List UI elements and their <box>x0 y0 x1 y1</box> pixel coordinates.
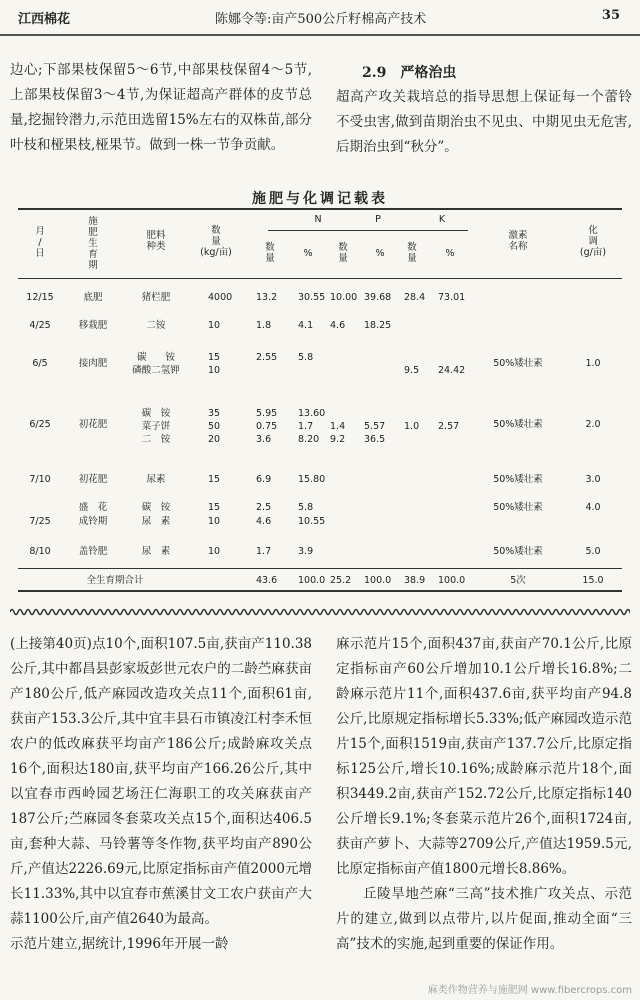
row-regulator: 2.0 <box>585 419 601 430</box>
header-n-pct: % <box>303 248 313 259</box>
row-fert-type: 磷酸二氢钾 <box>132 365 180 377</box>
row-fert-type: 尿 素 <box>141 516 171 527</box>
row-n-pct: 15.80 <box>298 474 326 485</box>
header-stage: 施 <box>88 216 98 227</box>
header-k: K <box>438 214 446 225</box>
row-stage: 移栽肥 <box>78 320 108 331</box>
row-fert-type: 碳 铵 <box>136 352 175 363</box>
row-fert-type: 尿素 <box>146 474 166 485</box>
bottom-left-last-line: 示范片建立,据统计,1996年开展一龄 <box>10 936 229 952</box>
row-regulator: 5.0 <box>585 546 601 557</box>
header-qty: (kg/亩) <box>200 247 232 258</box>
total-n-pct: 100.0 <box>298 575 326 586</box>
header-k-pct: % <box>445 248 455 259</box>
row-hormone: 50%矮壮素 <box>493 502 543 513</box>
header-k-qty: 数 <box>407 242 417 253</box>
row-p-pct: 36.5 <box>364 434 386 446</box>
header-date: 日 <box>35 248 45 259</box>
header-regulator: 化 <box>588 225 598 236</box>
row-hormone: 50%矮壮素 <box>493 546 543 557</box>
row-k-qty: 1.0 <box>404 421 420 433</box>
total-hormone: 5次 <box>510 575 526 586</box>
row-fert-type: 菜子饼 <box>141 421 171 433</box>
row-n-qty: 0.75 <box>256 421 278 433</box>
row-n-qty: 6.9 <box>256 474 272 485</box>
fertilizer-table <box>18 208 622 592</box>
row-fert-type: 二 铵 <box>141 434 171 446</box>
row-date: 12/15 <box>26 292 54 303</box>
row-k-qty: 9.5 <box>404 365 420 377</box>
total-k-pct: 100.0 <box>438 575 466 586</box>
row-n-pct: 3.9 <box>298 546 314 557</box>
row-qty: 10 <box>208 546 221 557</box>
article-title: 陈娜令等:亩产500公斤籽棉高产技术 <box>215 12 427 27</box>
row-date: 4/25 <box>29 320 51 331</box>
row-n-qty: 13.2 <box>256 292 278 303</box>
row-p-qty: 10.00 <box>330 292 358 303</box>
header-regulator: 调 <box>588 236 598 247</box>
header-stage: 肥 <box>88 227 98 238</box>
row-date: 7/10 <box>29 474 51 485</box>
table-bottom-rule <box>18 590 622 592</box>
bottom-right-paragraph: 麻示范片15个,面积437亩,获亩产70.1公斤,比原定指标亩产60公斤增加10.1公斤增长16.8%;二龄麻示范片11个,面积437.6亩,获平均亩产94.8公斤,比原规定指标增长5.33%;低产麻园改造示范片15个,面积1519亩,获亩产137.7公斤,比原定指标125公斤,增长10.16%;成龄麻示范片18个,面积3449.2亩,获亩产152.72公斤,比原定指标140公斤增长9.1%;冬套菜示范片26个,面积1724亩,获亩产萝卜、大蒜等2709公斤,产值达1959.5元,比原定指标亩产值1800元增长8.86%。 <box>336 636 632 877</box>
table-title: 施肥与化调记载表 <box>252 191 388 207</box>
header-regulator: (g/亩) <box>579 247 607 258</box>
row-n-pct: 4.1 <box>298 320 314 331</box>
row-n-pct: 30.55 <box>298 292 326 303</box>
header-n-qty: 量 <box>265 253 275 264</box>
row-qty: 10 <box>208 320 221 331</box>
row-qty: 4000 <box>208 292 233 303</box>
running-header <box>0 0 640 36</box>
table-header-rule <box>18 278 622 279</box>
header-fert-type: 肥料 <box>146 230 166 241</box>
row-stage: 成铃期 <box>78 516 108 527</box>
header-stage: 生 <box>88 238 98 249</box>
row-qty: 35 <box>208 408 221 419</box>
header-p-qty: 数 <box>338 242 348 253</box>
row-n-pct: 13.60 <box>298 408 326 419</box>
section-body: 超高产攻关栽培总的指导思想上保证每一个蕾铃不受虫害,做到苗期治虫不见虫、中期见虫无危害,后期治虫到“秋分”。 <box>336 89 632 155</box>
row-qty: 15 <box>208 502 221 513</box>
row-k-pct: 24.42 <box>438 365 466 377</box>
row-k-pct: 73.01 <box>438 292 466 303</box>
row-n-pct: 8.20 <box>298 434 320 446</box>
top-left-paragraph: 边心;下部果枝保留5～6节,中部果枝保留4～5节,上部果枝保留3～4节,为保证超高产群体的皮节总量,挖掘铃潜力,示范田选留15%左右的双株苗,部分叶枝和桠果枝,桠果节。做到一株一节争贡献。 <box>10 62 312 153</box>
total-regulator: 15.0 <box>582 575 604 586</box>
header-p-pct: % <box>375 248 385 259</box>
header-p-qty: 量 <box>338 253 348 264</box>
page-number: 35 <box>601 8 620 23</box>
row-stage: 接肉肥 <box>78 357 108 369</box>
header-hormone: 激素 <box>508 230 528 241</box>
row-n-pct: 1.7 <box>298 421 314 433</box>
row-date: 7/25 <box>29 516 51 527</box>
row-fert-type: 二铵 <box>146 320 166 331</box>
header-qty: 数 <box>211 225 221 236</box>
header-fert-type: 种类 <box>146 241 166 252</box>
header-date: 月 <box>35 226 45 237</box>
row-n-pct: 5.8 <box>298 352 314 363</box>
total-label: 全生育期合计 <box>86 575 144 586</box>
row-qty: 10 <box>208 516 221 527</box>
header-stage: 育 <box>88 249 98 260</box>
total-p-qty: 25.2 <box>330 575 352 586</box>
row-p-pct: 5.57 <box>364 421 386 433</box>
header-n-qty: 数 <box>265 242 275 253</box>
header-qty: 量 <box>211 236 221 247</box>
row-k-qty: 28.4 <box>404 292 426 303</box>
row-regulator: 4.0 <box>585 502 601 513</box>
table-top-rule <box>18 208 622 210</box>
header-p: P <box>375 214 381 225</box>
header-n: N <box>314 214 322 225</box>
section-title: 2.9 严格治虫 <box>362 65 457 81</box>
wavy-separator <box>10 606 630 618</box>
row-qty: 20 <box>208 434 221 446</box>
row-stage: 盖铃肥 <box>78 546 108 557</box>
row-hormone: 50%矮壮素 <box>493 357 543 369</box>
npk-subheader-rule <box>268 230 468 231</box>
row-date: 6/25 <box>29 419 51 430</box>
row-n-qty: 5.95 <box>256 408 278 419</box>
row-qty: 15 <box>208 474 221 485</box>
row-date: 8/10 <box>29 546 51 557</box>
table-total-rule <box>18 568 622 569</box>
header-stage: 期 <box>88 260 98 271</box>
row-p-pct: 39.68 <box>364 292 392 303</box>
total-p-pct: 100.0 <box>364 575 392 586</box>
row-qty: 10 <box>208 365 221 377</box>
header-date: / <box>38 237 42 248</box>
row-p-pct: 18.25 <box>364 320 392 331</box>
row-n-qty: 1.8 <box>256 320 272 331</box>
row-p-qty: 4.6 <box>330 320 346 331</box>
row-stage: 底肥 <box>83 292 103 303</box>
row-qty: 15 <box>208 352 221 363</box>
site-watermark: 麻类作物营养与施肥网 www.fibercrops.com <box>427 985 632 996</box>
row-n-pct: 10.55 <box>298 516 326 527</box>
header-hormone: 名称 <box>508 241 528 252</box>
row-hormone: 50%矮壮素 <box>493 419 543 430</box>
total-k-qty: 38.9 <box>404 575 426 586</box>
row-date: 6/5 <box>32 357 48 369</box>
header-k-qty: 量 <box>407 253 417 264</box>
total-n-qty: 43.6 <box>256 575 278 586</box>
row-hormone: 50%矮壮素 <box>493 474 543 485</box>
row-fert-type: 碳 铵 <box>141 408 171 419</box>
row-n-qty: 1.7 <box>256 546 272 557</box>
row-n-qty: 3.6 <box>256 434 272 446</box>
row-stage: 盛 花 <box>78 502 108 513</box>
row-n-pct: 5.8 <box>298 502 314 513</box>
row-stage: 初花肥 <box>78 419 108 430</box>
row-qty: 50 <box>208 421 221 433</box>
row-fert-type: 猪栏肥 <box>141 292 171 303</box>
row-regulator: 3.0 <box>585 474 601 485</box>
row-fert-type: 碳 铵 <box>141 502 171 513</box>
header-rule <box>0 34 640 36</box>
row-fert-type: 尿 素 <box>141 546 171 557</box>
row-stage: 初花肥 <box>78 474 108 485</box>
row-n-qty: 2.55 <box>256 352 278 363</box>
row-n-qty: 2.5 <box>256 502 272 513</box>
bottom-right-paragraph-2: 丘陵旱地苎麻“三高”技术推广攻关点、示范片的建立,做到以点带片,以片促面,推动全面“三高”技术的实施,起到重要的保证作用。 <box>336 886 632 952</box>
journal-name: 江西棉花 <box>18 12 71 27</box>
row-n-qty: 4.6 <box>256 516 272 527</box>
bottom-left-paragraph: (上接第40页)点10个,面积107.5亩,获亩产110.38公斤,其中都昌县彭家坂彭世元农户的二龄苎麻获亩产180公斤,低产麻园改造攻关点11个,面积61亩,获亩产153.3公斤,其中宜丰县石市镇凌江村李禾恒农户的低改麻获平均亩产186公斤;成龄麻攻关点16个,面积达180亩,获平均亩产166.26公斤,其中以宜春市西岭园艺场汪仁海职工的攻关麻获亩产187公斤;苎麻园冬套菜攻关点15个,面积达406.5亩,套种大蒜、马铃薯等冬作物,获平均亩产890公斤,产值达2226.69元,比原定指标亩产值2000元增长11.33%,其中以宜春市蕉溪甘文工农户获亩产大蒜1100公斤,亩产值2640为最高。 <box>10 636 312 927</box>
row-regulator: 1.0 <box>585 357 601 369</box>
row-p-qty: 1.4 <box>330 421 346 433</box>
row-p-qty: 9.2 <box>330 434 346 446</box>
row-k-pct: 2.57 <box>438 421 460 433</box>
